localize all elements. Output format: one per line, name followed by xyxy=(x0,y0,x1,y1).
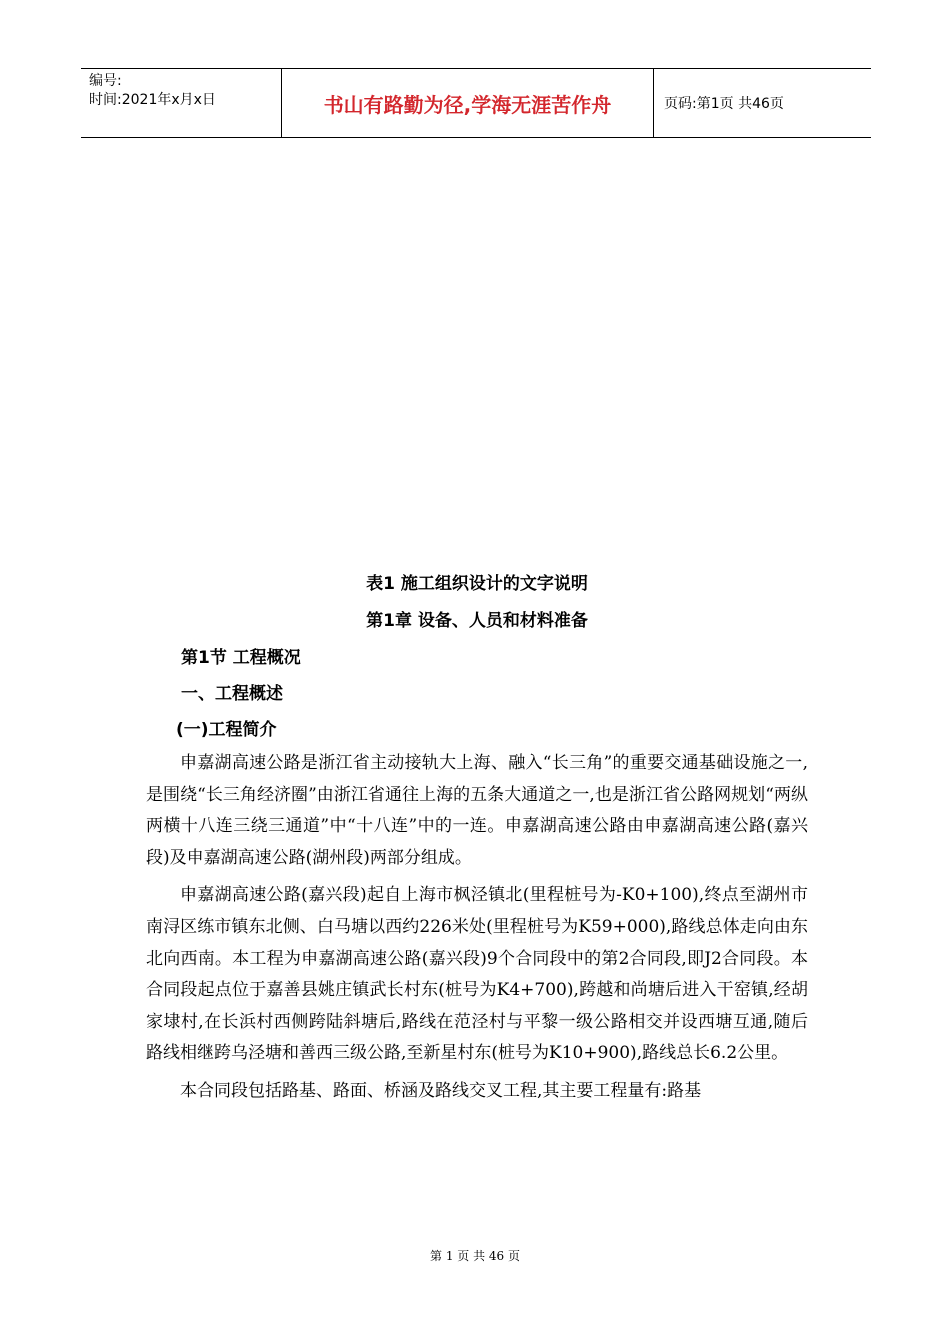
document-time-label: 时间:2021年x月x日 xyxy=(89,92,216,108)
paragraph: 申嘉湖高速公路是浙江省主动接轨大上海、融入“长三角”的重要交通基础设施之一,是围绕“长三角经济圈”由浙江省通往上海的五条大通道之一,也是浙江省公路网规划“两纵两横十八连三绕三通道”中“十八连”中的一连。申嘉湖高速公路由申嘉湖高速公路(嘉兴段)及申嘉湖高速公路(湖州段)两部分组成。 xyxy=(146,753,808,868)
chapter-title: 第1章 设备、人员和材料准备 xyxy=(366,611,588,631)
table-title: 表1 施工组织设计的文字说明 xyxy=(366,574,588,594)
header-motto-cell xyxy=(282,69,654,137)
document-body xyxy=(146,566,808,1108)
subsection-title: 一、工程概述 xyxy=(181,684,283,704)
page-footer: 第 1 页 共 46 页 xyxy=(430,1249,520,1263)
subsubsection-title: (一)工程简介 xyxy=(176,720,277,740)
header-meta-cell xyxy=(81,69,282,137)
section-title: 第1节 工程概况 xyxy=(181,648,301,668)
paragraph: 申嘉湖高速公路(嘉兴段)起自上海市枫泾镇北(里程桩号为-K0+100),终点至湖州市南浔区练市镇东北侧、白马塘以西约226米处(里程桩号为K59+000),路线总体走向由东北向西南。本工程为申嘉湖高速公路(嘉兴段)9个合同段中的第2合同段,即J2合同段。本合同段起点位于嘉善县姚庄镇武长村东(桩号为K4+700),跨越和尚塘后进入干窑镇,经胡家埭村,在长浜村西侧跨陆斜塘后,路线在范泾村与平黎一级公路相交并设西塘互通,随后路线相继跨乌泾塘和善西三级公路,至新星村东(桩号为K10+900),路线总长6.2公里。 xyxy=(146,885,808,1064)
document-number-label: 编号: xyxy=(89,73,122,89)
header-page-info: 页码:第1页 共46页 xyxy=(664,96,784,112)
header-table xyxy=(81,68,871,138)
header-motto: 书山有路勤为径,学海无涯苦作舟 xyxy=(323,92,612,117)
paragraph: 本合同段包括路基、路面、桥涵及路线交叉工程,其主要工程量有:路基 xyxy=(180,1080,702,1101)
header-page-cell xyxy=(654,69,871,137)
